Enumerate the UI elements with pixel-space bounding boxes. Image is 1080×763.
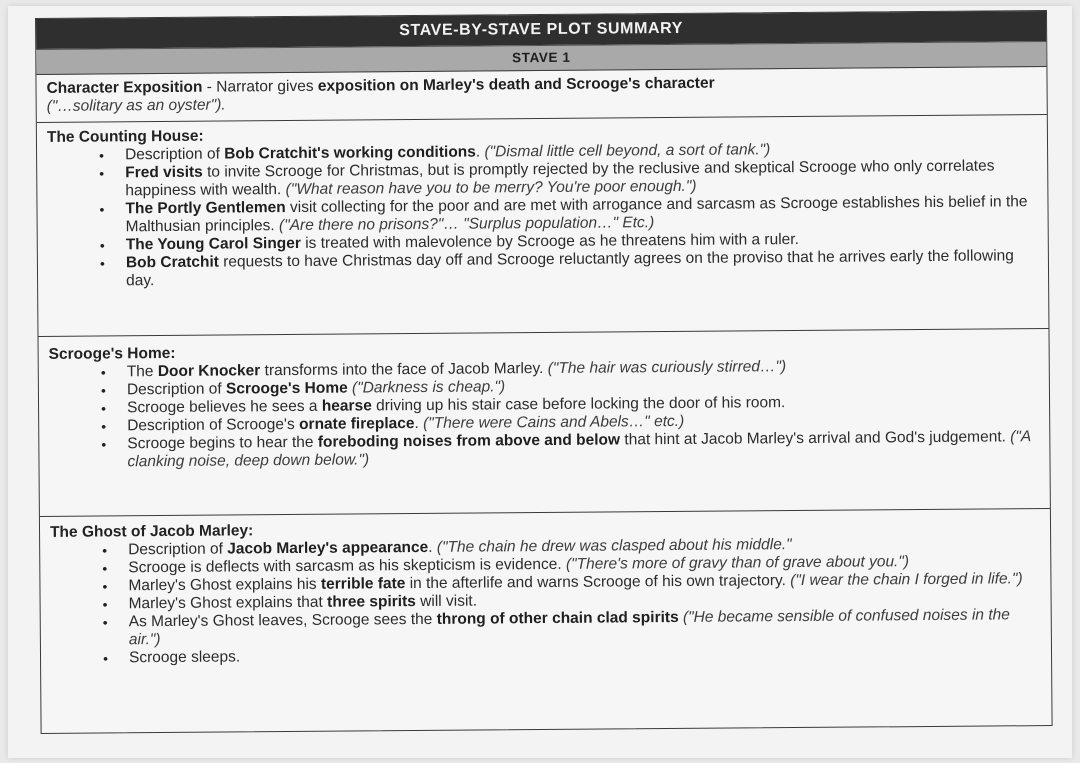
- section-scrooges-home: [39, 329, 1050, 517]
- plot-summary-table: [35, 10, 1053, 734]
- item-bold: hearse: [321, 397, 372, 415]
- item-bold: Scrooge's Home: [225, 379, 348, 398]
- exposition-label: Character Exposition: [46, 78, 203, 97]
- section-counting-house: [37, 115, 1049, 337]
- item-text: .: [414, 414, 424, 433]
- bullet-list: [50, 534, 1039, 668]
- item-bold: Bob Cratchit: [125, 253, 219, 272]
- exposition-bold: exposition on Marley's death and Scrooge's character: [317, 74, 715, 95]
- item-text: to invite Scrooge for Christmas, but is promptly rejected by the reclusive and skeptical Scrooge who only correlates happiness with wealth.: [125, 157, 995, 200]
- page-title: STAVE-BY-STAVE PLOT SUMMARY: [36, 11, 1046, 49]
- item-quote: ("The chain he drew was clasped about his middle.": [436, 536, 792, 556]
- item-bold: Door Knocker: [157, 362, 261, 381]
- stave-heading: STAVE 1: [36, 41, 1046, 75]
- item-quote: ("There were Cains and Abels…" etc.): [423, 412, 685, 432]
- item-text: Marley's Ghost explains his: [128, 575, 322, 595]
- item-text: visit collecting for the poor and are met with arrogance and sarcasm as Scrooge establishes his belief in the Malthusian principles.: [125, 193, 1028, 236]
- item-text: Scrooge sleeps.: [128, 648, 241, 667]
- item-text: As Marley's Ghost leaves, Scrooge sees the: [128, 610, 437, 631]
- item-text: Scrooge believes he sees a: [126, 397, 322, 417]
- item-bold: The Young Carol Singer: [125, 234, 301, 254]
- item-quote: ("Dismal little cell beyond, a sort of tank."): [484, 141, 771, 161]
- item-quote: ("The hair was curiously stirred…"): [547, 358, 787, 377]
- item-quote: ("There's more of gravy than of grave about you."): [565, 553, 910, 573]
- section-character-exposition: [36, 67, 1046, 123]
- item-text: driving up his stair case before locking the door of his room.: [371, 394, 786, 415]
- item-quote: ("I wear the chain I forged in life."): [790, 570, 1023, 590]
- item-bold: foreboding noises from above and below: [317, 431, 621, 451]
- item-text: Description of Scrooge's: [127, 415, 300, 435]
- item-bold: Fred visits: [125, 163, 203, 182]
- item-text: Scrooge begins to hear the: [127, 433, 318, 453]
- section-heading: The Counting House:: [46, 127, 204, 146]
- section-heading: Scrooge's Home:: [48, 344, 176, 363]
- item-bold: throng of other chain clad spirits: [436, 608, 679, 628]
- exposition-dash: -: [202, 78, 217, 96]
- item-text: is treated with malevolence by Scrooge as he threatens him with a ruler.: [300, 231, 799, 252]
- item-bold: Jacob Marley's appearance: [227, 538, 429, 558]
- item-text: Description of: [126, 380, 227, 399]
- item-quote: ("Darkness is cheap."): [351, 378, 506, 397]
- item-text: in the afterlife and warns Scrooge of his own trajectory.: [405, 572, 791, 593]
- list-item: [126, 247, 1036, 290]
- item-bold: Bob Cratchit's working conditions: [224, 143, 476, 163]
- item-text: The: [126, 363, 158, 381]
- item-bold: The Portly Gentlemen: [125, 199, 286, 218]
- list-item: [127, 428, 1037, 471]
- bullet-list: [47, 139, 1036, 291]
- item-text: .: [428, 538, 437, 556]
- item-bold: three spirits: [327, 593, 416, 611]
- item-text: that hint at Jacob Marley's arrival and God's judgement.: [619, 428, 1011, 449]
- bullet-list: [49, 356, 1038, 472]
- section-heading: The Ghost of Jacob Marley:: [49, 522, 254, 541]
- item-quote: ("What reason have you to be merry? You're poor enough."): [285, 177, 697, 199]
- exposition-quote: ("…solitary as an oyster").: [46, 96, 226, 115]
- item-text: Description of: [125, 145, 225, 164]
- item-bold: ornate fireplace: [298, 415, 415, 433]
- item-text: Description of: [128, 540, 228, 559]
- exposition-text: Narrator gives: [216, 77, 318, 96]
- item-text: Marley's Ghost explains that: [128, 593, 328, 613]
- section-ghost-of-marley: [40, 509, 1052, 733]
- item-text: transforms into the face of Jacob Marley.: [260, 359, 548, 380]
- item-quote: ("A clanking noise, deep down below."): [127, 428, 1031, 471]
- item-text: .: [475, 143, 485, 161]
- item-text: Scrooge is deflects with sarcasm as his skepticism is evidence.: [128, 555, 566, 577]
- item-quote: ("He became sensible of confused noises in the air."): [128, 606, 1010, 649]
- item-text: requests to have Christmas day off and Scrooge reluctantly agrees on the proviso that he arrives early the following day.: [126, 247, 1014, 290]
- document-photo: [8, 6, 1072, 758]
- item-text: will visit.: [415, 592, 478, 611]
- item-bold: terrible fate: [320, 575, 406, 593]
- item-quote: ("Are there no prisons?"… "Surplus population…" Etc.): [278, 214, 655, 235]
